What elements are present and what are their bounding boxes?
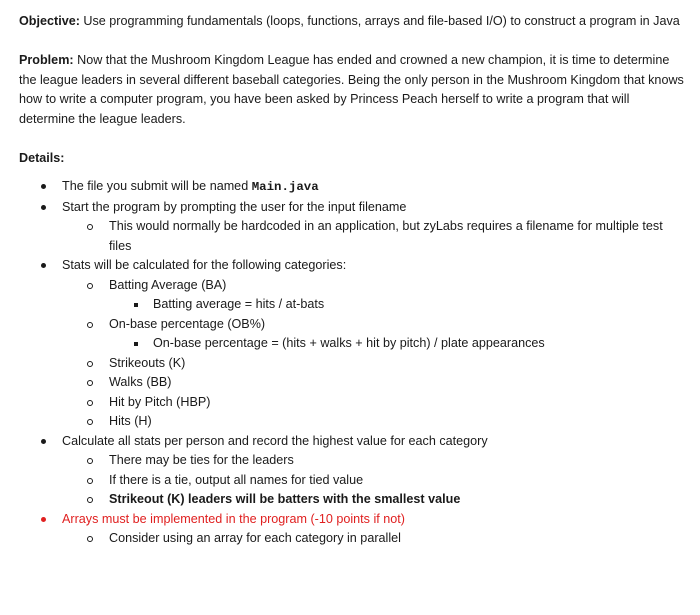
list-item: On-base percentage = (hits + walks + hit by pitch) / plate appearances: [19, 334, 684, 354]
objective-paragraph: [19, 12, 684, 32]
list-item: Stats will be calculated for the following categories:: [19, 256, 684, 276]
list-item: [19, 177, 684, 198]
problem-text: Now that the Mushroom Kingdom League has ended and crowned a new champion, it is time to determine the league leaders in several different baseball categories. Being the only person in the Mushroom Kingdom that knows how to write a computer program, you have been asked by Princess Peach herself to write a program that will determine the league leaders.: [19, 53, 684, 126]
details-list: [19, 177, 684, 549]
list-item: Strikeout (K) leaders will be batters with the smallest value: [19, 490, 684, 510]
list-item: Consider using an array for each category in parallel: [19, 529, 684, 549]
item1-prefix: The file you submit will be named: [62, 179, 252, 193]
list-item: If there is a tie, output all names for tied value: [19, 471, 684, 491]
list-item: Calculate all stats per person and record the highest value for each category: [19, 432, 684, 452]
list-item: Batting Average (BA): [19, 276, 684, 296]
list-item: Start the program by prompting the user for the input filename: [19, 198, 684, 218]
objective-text: Use programming fundamentals (loops, functions, arrays and file-based I/O) to construct a program in Java: [83, 14, 680, 28]
list-item: Batting average = hits / at-bats: [19, 295, 684, 315]
list-item: This would normally be hardcoded in an application, but zyLabs requires a filename for multiple test files: [19, 217, 684, 256]
list-item: Walks (BB): [19, 373, 684, 393]
list-item: Strikeouts (K): [19, 354, 684, 374]
filename-code: Main.java: [251, 180, 319, 194]
list-item: Hits (H): [19, 412, 684, 432]
objective-label: Objective:: [19, 14, 80, 28]
list-item: There may be ties for the leaders: [19, 451, 684, 471]
problem-label: Problem:: [19, 53, 74, 67]
list-item: On-base percentage (OB%): [19, 315, 684, 335]
assignment-document: [19, 12, 684, 549]
list-item: Hit by Pitch (HBP): [19, 393, 684, 413]
warning-list-item: Arrays must be implemented in the program (-10 points if not): [19, 510, 684, 530]
problem-paragraph: [19, 51, 684, 129]
details-heading: Details:: [19, 150, 65, 165]
